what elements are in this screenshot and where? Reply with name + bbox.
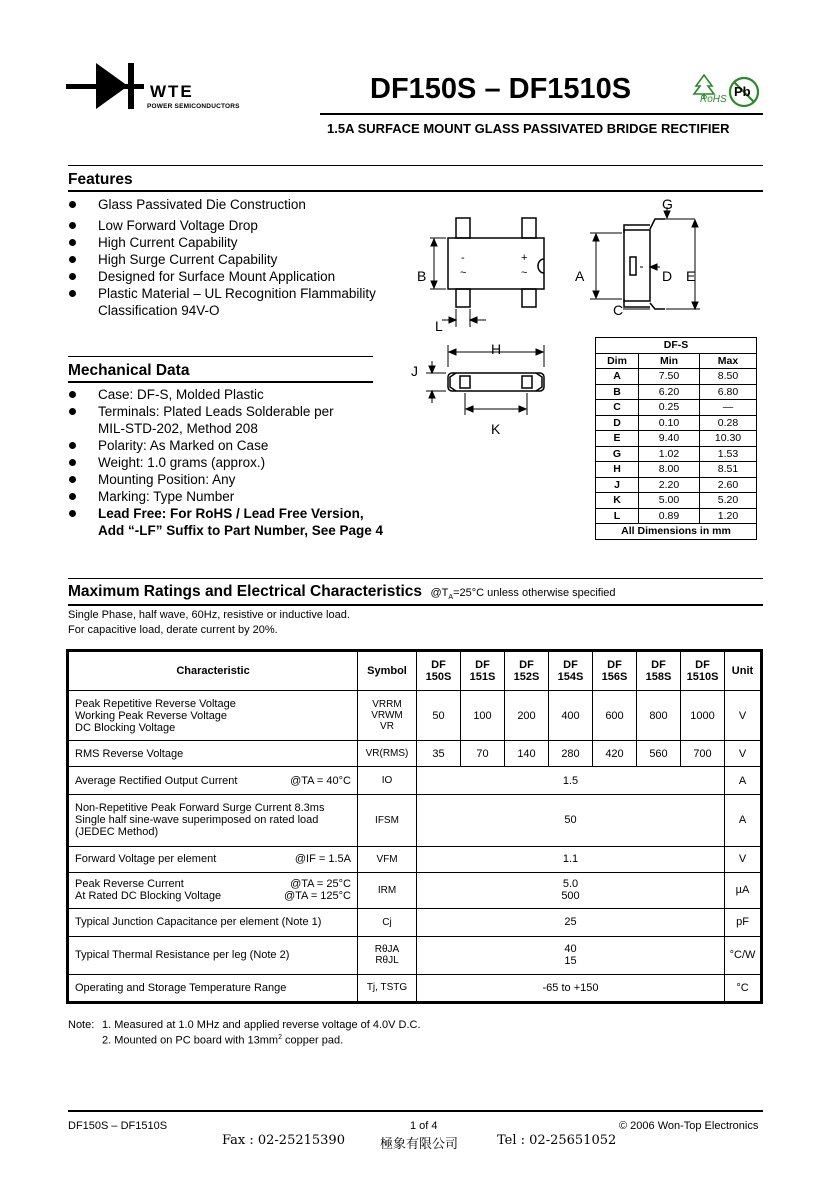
notes-label: Note: [68, 1019, 95, 1031]
bullet-icon [69, 391, 76, 398]
row-label: Typical Thermal Resistance per leg (Note 2) [69, 936, 358, 974]
footer-copyright: © 2006 Won-Top Electronics [619, 1120, 759, 1132]
footer-page: 1 of 4 [410, 1120, 438, 1132]
row-symbol: RθJA RθJL [358, 936, 417, 974]
row-unit: A [725, 795, 761, 846]
header-unit: Unit [725, 652, 761, 691]
list-item: Add “-LF” Suffix to Part Number, See Page 4 [98, 523, 384, 538]
row-unit: pF [725, 908, 761, 936]
rohs-label: RoHS [700, 94, 727, 105]
table-row [69, 846, 761, 872]
bullet-icon [69, 442, 76, 449]
dim-label-j: J [411, 363, 418, 379]
dim-label-e: E [686, 268, 696, 284]
mechanical-list [68, 386, 383, 539]
row-label: RMS Reverse Voltage [69, 741, 358, 767]
header-part-df150s: DF 150S [417, 652, 461, 691]
characteristics-table [68, 651, 761, 1002]
page-title: DF150S – DF1510S [370, 73, 632, 105]
list-item: Polarity: As Marked on Case [68, 437, 383, 454]
list-item: Classification 94V-O [98, 303, 220, 318]
wte-logo-icon [66, 62, 156, 112]
bullet-icon [69, 273, 76, 280]
dimension-table [595, 337, 757, 540]
table-row: L 0.89 1.20 [596, 508, 757, 524]
header-characteristic: Characteristic [69, 652, 358, 691]
list-item: High Current Capability [68, 234, 376, 251]
bullet-icon [69, 256, 76, 263]
table-cell: 70 [461, 741, 505, 767]
row-unit: V [725, 741, 761, 767]
table-cell: 1.1 [417, 846, 725, 872]
side-view-drawing [624, 219, 665, 309]
table-cell: 5.0 500 [417, 872, 725, 908]
table-cell: 100 [461, 691, 505, 741]
row-symbol: VFM [358, 846, 417, 872]
pb-label: Pb [734, 84, 751, 99]
row-symbol: VR(RMS) [358, 741, 417, 767]
mechanical-rule-top [68, 356, 373, 357]
row-symbol: Cj [358, 908, 417, 936]
row-label: Average Rectified Output Current @TA = 40°C [69, 767, 358, 795]
table-cell: 140 [505, 741, 549, 767]
header-part-df154s: DF 154S [549, 652, 593, 691]
list-item: Weight: 1.0 grams (approx.) [68, 454, 383, 471]
bullet-icon [69, 493, 76, 500]
mechanical-rule-bottom [68, 381, 373, 383]
features-list [68, 196, 376, 319]
row-symbol: IRM [358, 872, 417, 908]
list-item: High Surge Current Capability [68, 251, 376, 268]
table-row: C 0.25 — [596, 400, 757, 416]
table-cell: 420 [593, 741, 637, 767]
note-2: 2. Mounted on PC board with $13mm^2$ copper pad. [102, 1034, 344, 1047]
dim-label-k: K [491, 421, 501, 437]
row-symbol: IFSM [358, 795, 417, 846]
header-rule [320, 113, 763, 115]
list-item: Marking: Type Number [68, 488, 383, 505]
header-part-df158s: DF 158S [637, 652, 681, 691]
list-item: MIL-STD-202, Method 208 [98, 421, 258, 436]
row-label: Non-Repetitive Peak Forward Surge Current 8.3ms Single half sine-wave superimposed on rated load (JEDEC Method) [69, 795, 358, 846]
dim-table-caption: DF-S [596, 338, 757, 354]
row-label: Peak Repetitive Reverse Voltage Working Peak Reverse Voltage DC Blocking Voltage [69, 691, 358, 741]
dim-table-header: Dim [596, 353, 639, 369]
polarity-plus: + [521, 252, 528, 264]
logo-subtitle: POWER SEMICONDUCTORS [147, 103, 240, 110]
table-cell: 800 [637, 691, 681, 741]
table-row [69, 741, 761, 767]
dim-label-c: C [613, 302, 624, 318]
row-label: Forward Voltage per element @IF = 1.5A [69, 846, 358, 872]
table-cell: 700 [681, 741, 725, 767]
note-1: 1. Measured at 1.0 MHz and applied reverse voltage of 4.0V D.C. [102, 1019, 421, 1031]
table-row: A 7.50 8.50 [596, 369, 757, 385]
dim-label-h: H [491, 341, 502, 357]
list-item: Terminals: Plated Leads Solderable per [68, 403, 383, 420]
features-title: Features [68, 171, 133, 188]
page-subtitle: 1.5A SURFACE MOUNT GLASS PASSIVATED BRIDGE RECTIFIER [327, 121, 730, 136]
row-symbol: VRRM VRWM VR [358, 691, 417, 741]
table-row: E 9.40 10.30 [596, 431, 757, 447]
bullet-icon [69, 222, 76, 229]
ratings-rule-top [68, 578, 763, 579]
bullet-icon [69, 239, 76, 246]
mechanical-title: Mechanical Data [68, 362, 190, 379]
dim-table-header: Min [639, 353, 700, 369]
footer-tel: Tel : 02-25651052 [497, 1133, 617, 1148]
end-view-drawing [448, 373, 544, 391]
header-part-df1510s: DF 1510S [681, 652, 725, 691]
table-row [69, 795, 761, 846]
list-item: Case: DF-S, Molded Plastic [68, 386, 383, 403]
ac-tilde-left: ~ [460, 267, 467, 279]
table-cell: 560 [637, 741, 681, 767]
features-rule-bottom [68, 190, 763, 192]
table-cell: 1000 [681, 691, 725, 741]
dim-table-footer: All Dimensions in mm [596, 524, 757, 540]
row-unit: A [725, 767, 761, 795]
table-cell: 50 [417, 691, 461, 741]
table-cell: 40 15 [417, 936, 725, 974]
header-part-df151s: DF 151S [461, 652, 505, 691]
polarity-minus: - [461, 252, 465, 264]
list-item: Lead Free: For RoHS / Lead Free Version, [68, 505, 383, 522]
table-row [69, 974, 761, 1001]
ratings-heading [68, 583, 616, 601]
ratings-title: Maximum Ratings and Electrical Characteristics [68, 583, 423, 600]
dim-label-d: D [662, 268, 673, 284]
table-cell: 25 [417, 908, 725, 936]
logo-name: WTE [150, 82, 194, 101]
table-cell: 1.5 [417, 767, 725, 795]
header-part-df152s: DF 152S [505, 652, 549, 691]
bullet-icon [69, 201, 76, 208]
bullet-icon [69, 510, 76, 517]
table-row [69, 872, 761, 908]
table-header-row [69, 652, 761, 691]
dim-label-a: A [575, 268, 585, 284]
list-item: Designed for Surface Mount Application [68, 268, 376, 285]
footer-left: DF150S – DF1510S [68, 1120, 168, 1132]
list-item: Glass Passivated Die Construction [68, 196, 376, 213]
ratings-note-1: Single Phase, half wave, 60Hz, resistive or inductive load. [68, 609, 350, 621]
row-label: Peak Reverse Current @TA = 25°C At Rated DC Blocking Voltage @TA = 125°C [69, 872, 358, 908]
features-rule-top [68, 165, 763, 166]
ratings-note-2: For capacitive load, derate current by 20%. [68, 624, 278, 636]
table-cell: 600 [593, 691, 637, 741]
table-row: D 0.10 0.28 [596, 415, 757, 431]
table-row [69, 936, 761, 974]
row-unit: °C [725, 974, 761, 1001]
bullet-icon [69, 408, 76, 415]
table-row: K 5.00 5.20 [596, 493, 757, 509]
table-row [69, 908, 761, 936]
bullet-icon [69, 476, 76, 483]
row-symbol: IO [358, 767, 417, 795]
row-unit: V [725, 846, 761, 872]
table-cell: -65 to +150 [417, 974, 725, 1001]
dim-table-header: Max [700, 353, 757, 369]
dim-label-l: L [435, 318, 443, 334]
table-cell: 400 [549, 691, 593, 741]
ratings-condition: $@T_A=25^\circ C$ unless otherwise specified [430, 587, 616, 602]
table-cell: 35 [417, 741, 461, 767]
table-row: G 1.02 1.53 [596, 446, 757, 462]
row-symbol: Tj, TSTG [358, 974, 417, 1001]
dim-label-b: B [417, 268, 427, 284]
list-item: Mounting Position: Any [68, 471, 383, 488]
row-unit: °C/W [725, 936, 761, 974]
bullet-icon [69, 459, 76, 466]
ac-tilde-right: ~ [521, 267, 528, 279]
header-part-df156s: DF 156S [593, 652, 637, 691]
row-label: Typical Junction Capacitance per element (Note 1) [69, 908, 358, 936]
table-row [69, 691, 761, 741]
row-label: Operating and Storage Temperature Range [69, 974, 358, 1001]
list-item: Low Forward Voltage Drop [68, 217, 376, 234]
footer-rule [68, 1110, 763, 1112]
table-cell: 280 [549, 741, 593, 767]
ratings-rule-bottom [68, 604, 763, 606]
footer-fax: Fax : 02-25215390 [222, 1133, 345, 1148]
table-row: B 6.20 6.80 [596, 384, 757, 400]
table-cell: 200 [505, 691, 549, 741]
table-cell: 50 [417, 795, 725, 846]
dim-label-g: G [662, 196, 673, 212]
list-item: Plastic Material – UL Recognition Flammability [68, 285, 376, 302]
bullet-icon [69, 290, 76, 297]
footer-company: 極象有限公司 [380, 1137, 459, 1152]
row-unit: µA [725, 872, 761, 908]
table-row: J 2.20 2.60 [596, 477, 757, 493]
row-unit: V [725, 691, 761, 741]
table-row: H 8.00 8.51 [596, 462, 757, 478]
header-symbol: Symbol [358, 652, 417, 691]
table-row [69, 767, 761, 795]
